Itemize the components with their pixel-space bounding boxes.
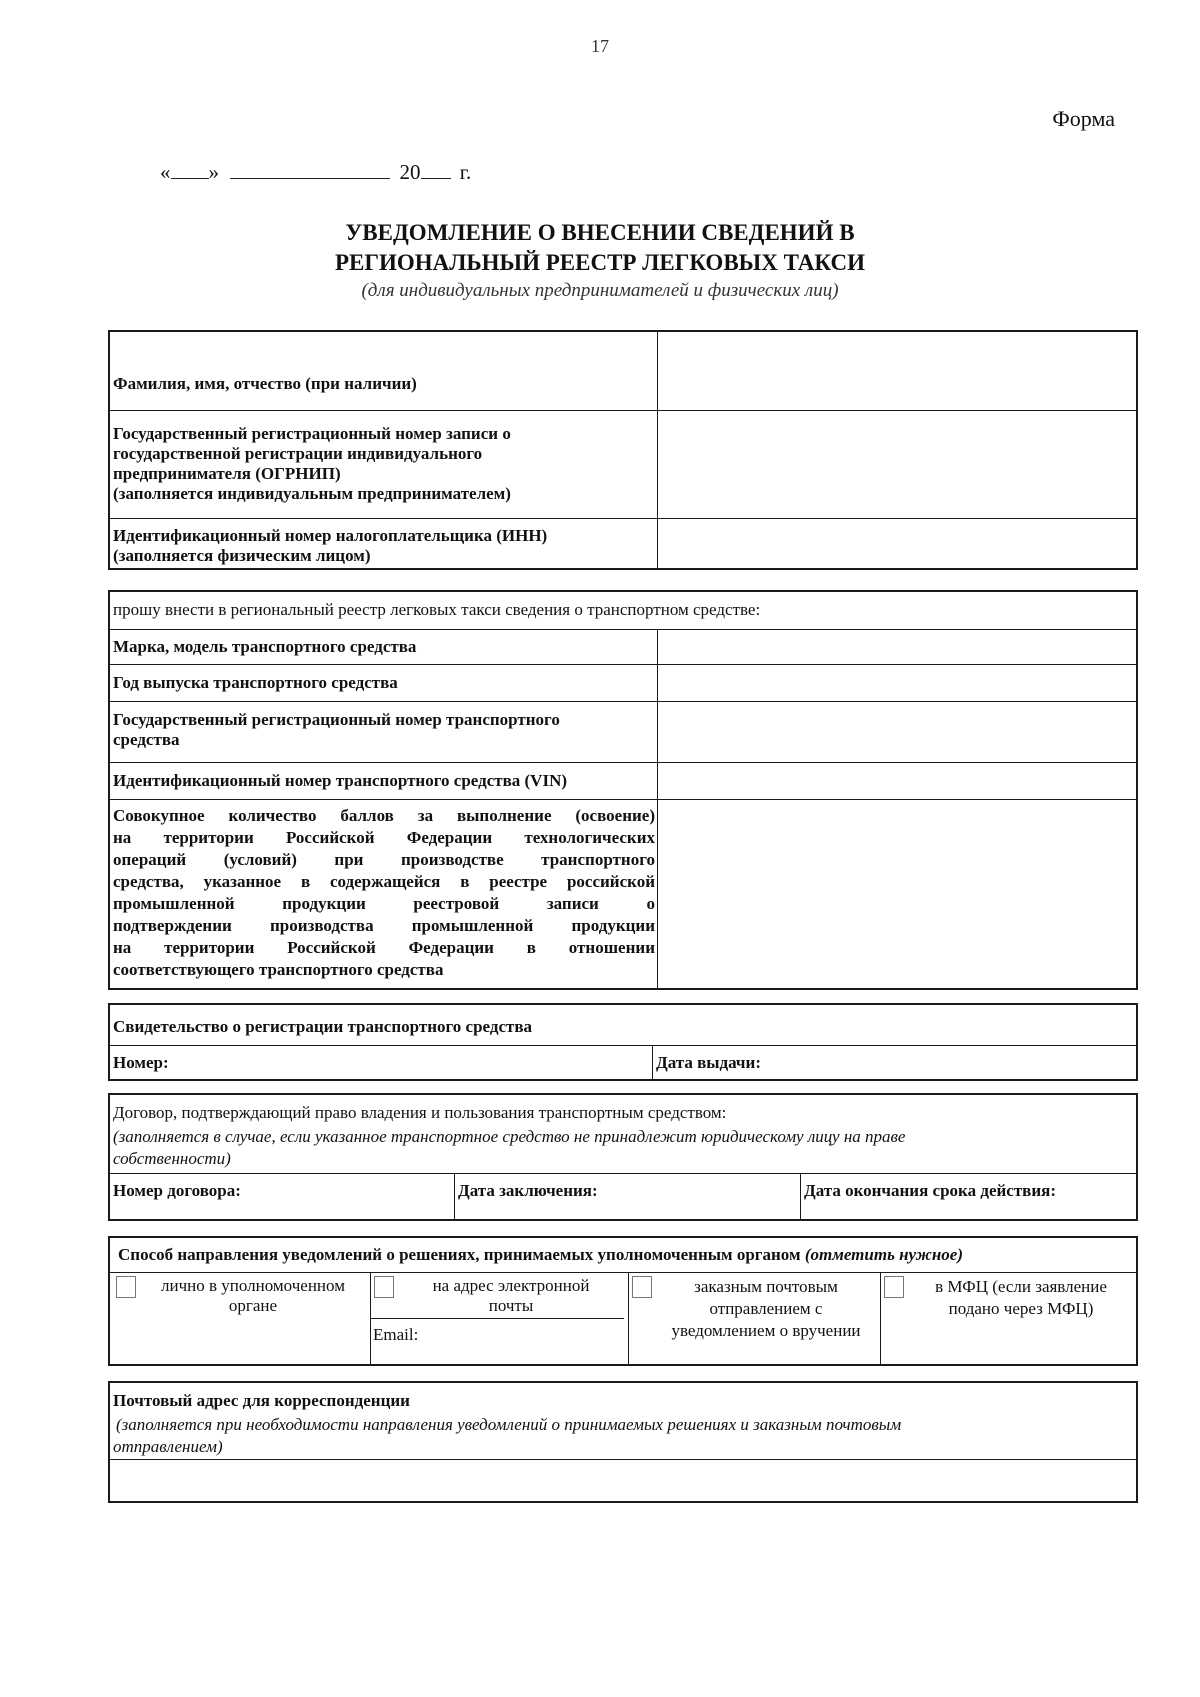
make-model-field[interactable] — [660, 631, 1136, 663]
ogrnip-label: Государственный регистрационный номер записи о государственной регистрации индивидуального предпринимателя (ОГРНИП) (заполняется индивидуальным предпринимателем) — [113, 424, 511, 503]
page-number: 17 — [591, 36, 609, 56]
option-email-checkbox[interactable] — [374, 1276, 394, 1298]
inn-label: Идентификационный номер налогоплательщика (ИНН) (заполняется физическим лицом) — [113, 526, 548, 565]
vehicle-request-text: прошу внести в региональный реестр легковых такси сведения о транспортном средстве: — [113, 600, 761, 619]
option-mfc-label: в МФЦ (если заявление подано через МФЦ) — [935, 1277, 1107, 1318]
contract-number-label: Номер договора: — [113, 1181, 241, 1200]
notification-method-title: Способ направления уведомлений о решениях, принимаемых уполномоченным органом (отметить нужное) — [118, 1245, 963, 1264]
postal-address-note-line1: (заполняется при необходимости направления уведомлений о принимаемых решениях и заказным почтовым — [116, 1415, 902, 1434]
date-close-quote: » — [208, 160, 219, 184]
contract-block — [108, 1093, 1138, 1221]
year-of-manufacture-label: Год выпуска транспортного средства — [113, 673, 398, 692]
ogrnip-field[interactable] — [660, 412, 1136, 517]
contract-note-line2: собственности) — [113, 1149, 231, 1168]
postal-address-block — [108, 1381, 1138, 1503]
vin-field[interactable] — [660, 764, 1136, 798]
certificate-issue-date-label: Дата выдачи: — [656, 1053, 761, 1072]
inn-field[interactable] — [660, 520, 1136, 568]
year-suffix: г. — [459, 160, 472, 184]
option-registered-mail-label: заказным почтовым отправлением с уведомлением о вручении — [671, 1277, 861, 1340]
postal-address-note-line2: отправлением) — [113, 1437, 223, 1456]
option-email-label: на адрес электронной почты — [432, 1276, 590, 1315]
date-open-quote: « — [160, 160, 171, 184]
year-prefix: 20 — [399, 160, 421, 184]
form-label: Форма — [1052, 106, 1115, 131]
year-field[interactable] — [421, 160, 451, 179]
full-name-field[interactable] — [660, 332, 1136, 410]
document-title-line1: УВЕДОМЛЕНИЕ О ВНЕСЕНИИ СВЕДЕНИЙ В — [345, 220, 855, 245]
option-in-person-label: лично в уполномоченном органе — [161, 1276, 345, 1315]
document-subtitle: (для индивидуальных предпринимателей и физических лиц) — [361, 280, 839, 301]
production-score-label: Совокупное количество баллов за выполнение (освоение) на территории Российской Федерации технологических операций (условий) при производстве транспортного средства, указанное в содержащейся в реестре российской промышленной продукции реестровой записи о подтверждении производства промышленной продукции на территории Российской Федерации в отношении соответствующего транспортного средства — [113, 806, 655, 979]
plate-number-field[interactable] — [660, 703, 1136, 761]
year-of-manufacture-field[interactable] — [660, 666, 1136, 700]
email-field[interactable] — [428, 1320, 624, 1362]
month-field[interactable] — [230, 160, 390, 179]
option-registered-mail-checkbox[interactable] — [632, 1276, 652, 1298]
full-name-label: Фамилия, имя, отчество (при наличии) — [113, 374, 417, 393]
make-model-label: Марка, модель транспортного средства — [113, 637, 417, 656]
production-score-field[interactable] — [660, 801, 1136, 988]
registration-certificate-block — [108, 1003, 1138, 1081]
day-field[interactable] — [171, 160, 209, 179]
postal-address-field[interactable] — [113, 1461, 1133, 1499]
date-line — [160, 160, 471, 185]
vehicle-block — [108, 590, 1138, 990]
vin-label: Идентификационный номер транспортного средства (VIN) — [113, 771, 568, 790]
contract-conclusion-date-label: Дата заключения: — [458, 1181, 598, 1200]
contract-note-line1: (заполняется в случае, если указанное транспортное средство не принадлежит юридическому лицу на праве — [113, 1127, 906, 1146]
applicant-block — [108, 330, 1138, 570]
option-in-person-checkbox[interactable] — [116, 1276, 136, 1298]
contract-expiry-date-label: Дата окончания срока действия: — [804, 1181, 1057, 1200]
certificate-number-label: Номер: — [113, 1053, 169, 1072]
plate-number-label: Государственный регистрационный номер транспортного средства — [113, 710, 560, 749]
option-mfc-checkbox[interactable] — [884, 1276, 904, 1298]
contract-title: Договор, подтверждающий право владения и пользования транспортным средством: — [113, 1103, 727, 1122]
notification-method-block — [108, 1236, 1138, 1366]
email-label: Email: — [373, 1325, 419, 1344]
registration-certificate-title: Свидетельство о регистрации транспортного средства — [113, 1017, 533, 1036]
document-title-line2: РЕГИОНАЛЬНЫЙ РЕЕСТР ЛЕГКОВЫХ ТАКСИ — [334, 250, 866, 275]
postal-address-title: Почтовый адрес для корреспонденции — [113, 1391, 410, 1410]
